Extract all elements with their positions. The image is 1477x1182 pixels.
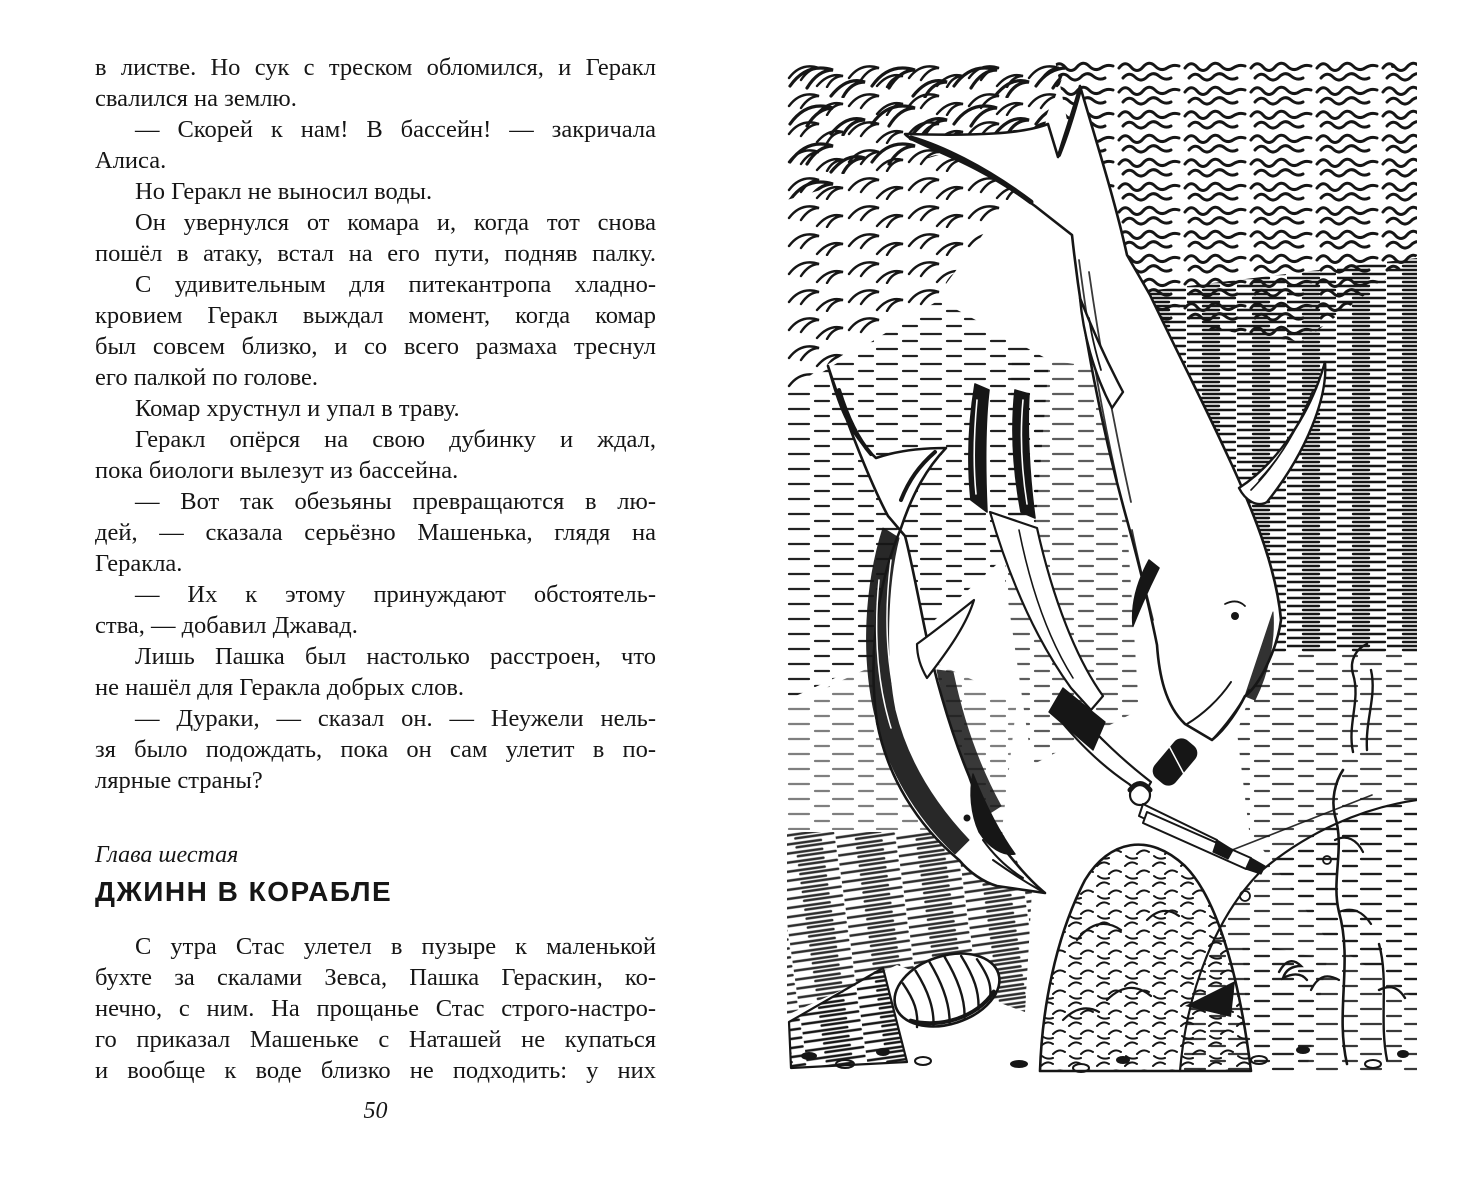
text-line: — Вот так обезьяны превращаются в лю- bbox=[135, 488, 656, 515]
text-line: был совсем близко, и со всего размаха треснул bbox=[95, 333, 656, 360]
text-line: пока биологи вылезут из бассейна. bbox=[95, 457, 459, 484]
illustration-svg bbox=[787, 60, 1417, 1075]
text-line: не нашёл для Геракла добрых слов. bbox=[95, 674, 465, 701]
left-page-text-column bbox=[95, 52, 656, 1126]
text-line: Геракла. bbox=[95, 550, 183, 577]
text-line: Алиса. bbox=[95, 147, 167, 174]
text-line: дей, — сказала серьёзно Машенька, глядя на bbox=[95, 519, 656, 546]
text-line: — Скорей к нам! В бассейн! — закричала bbox=[135, 116, 656, 143]
text-line: С утра Стас улетел в пузыре к маленькой bbox=[135, 933, 656, 960]
text-line: нечно, с ним. На прощанье Стас строго-настро- bbox=[95, 995, 656, 1022]
text-line: — Их к этому принуждают обстоятель- bbox=[135, 581, 656, 608]
paragraph-block bbox=[95, 52, 656, 796]
text-line: Но Геракл не выносил воды. bbox=[135, 178, 433, 205]
text-line: его палкой по голове. bbox=[95, 364, 319, 391]
text-line: го приказал Машеньке с Наташей не купаться bbox=[95, 1026, 656, 1053]
text-line: Лишь Пашка был настолько расстроен, что bbox=[135, 643, 656, 670]
dolphin-small-eye bbox=[964, 815, 971, 822]
text-line: лярные страны? bbox=[95, 767, 263, 794]
text-line: С удивительным для питекантропа хладно- bbox=[135, 271, 656, 298]
dolphin-large-eye bbox=[1231, 612, 1239, 620]
text-line: зя было подождать, пока он сам улетит в по- bbox=[95, 736, 656, 763]
text-line: Комар хрустнул и упал в траву. bbox=[135, 395, 460, 422]
text-line: Геракл опёрся на свою дубинку и ждал, bbox=[135, 426, 656, 453]
chapter-title: ДЖИНН В КОРАБЛЕ bbox=[95, 876, 393, 907]
text-line: свалился на землю. bbox=[95, 85, 297, 112]
illustration-underwater-scene bbox=[787, 60, 1417, 1075]
paragraph-block bbox=[95, 931, 656, 1086]
text-line: бухте за скалами Зевса, Пашка Гераскин, ко- bbox=[95, 964, 656, 991]
page-number: 50 bbox=[363, 1098, 388, 1124]
chapter-label: Глава шестая bbox=[95, 842, 239, 868]
diver-air-tank bbox=[1150, 735, 1201, 788]
text-line: — Дураки, — сказал он. — Неужели нель- bbox=[135, 705, 656, 732]
text-line: в листве. Но сук с треском обломился, и Геракл bbox=[95, 54, 656, 81]
diver-swim-fin bbox=[969, 384, 989, 512]
text-line: кровием Геракл выждал момент, когда комар bbox=[95, 302, 656, 329]
text-line: пошёл в атаку, встал на его пути, подняв палку. bbox=[95, 240, 656, 267]
text-line: и вообще к воде близко не подходить: у них bbox=[95, 1057, 656, 1084]
text-line: ства, — добавил Джавад. bbox=[95, 612, 358, 639]
text-line: Он увернулся от комара и, когда тот снова bbox=[135, 209, 656, 236]
